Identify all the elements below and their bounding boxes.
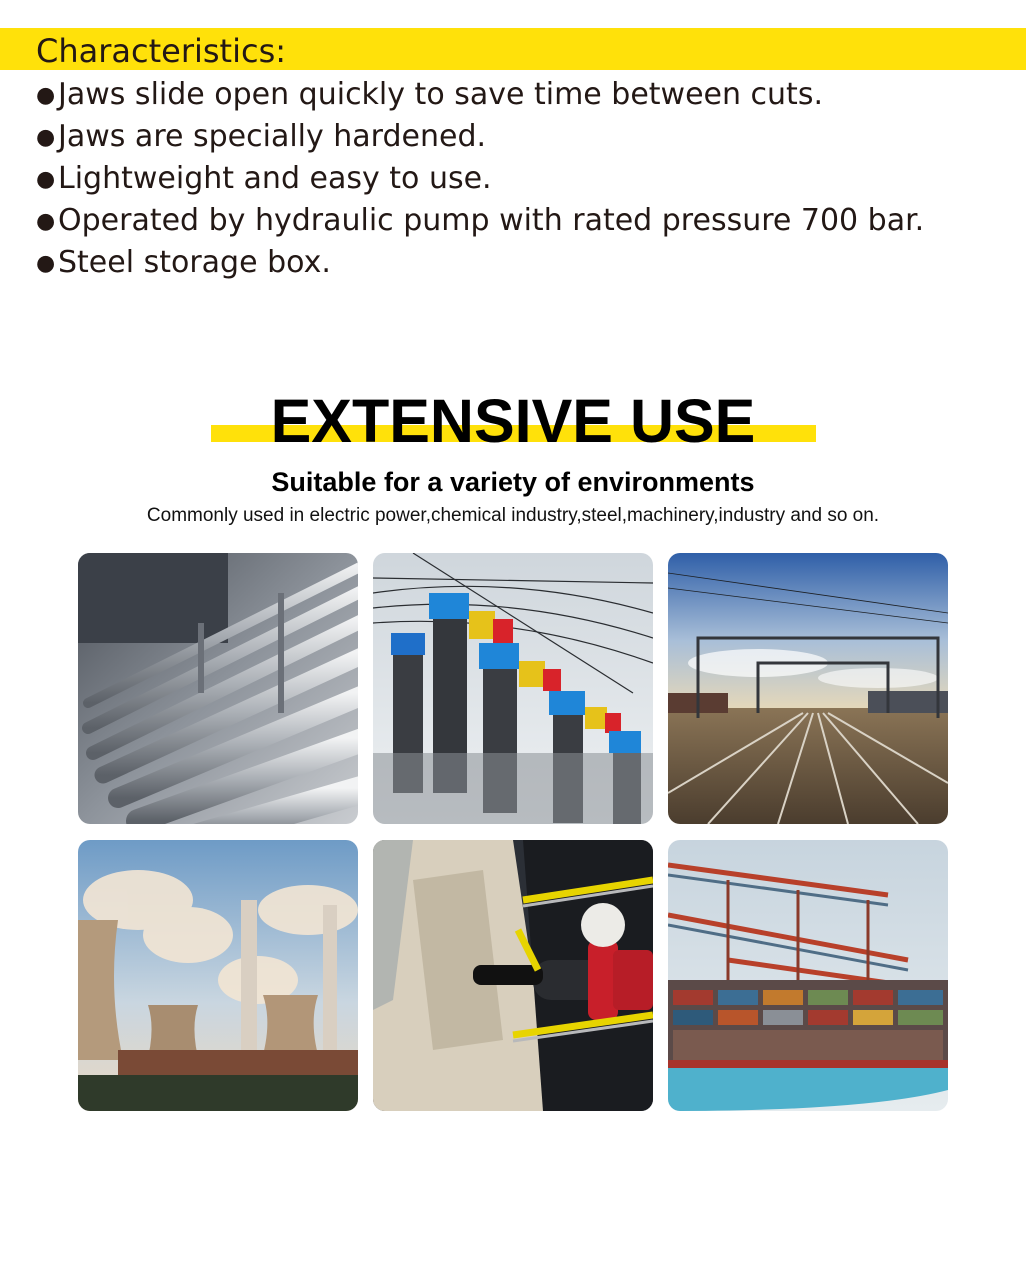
rescue-cutter-firefighter-photo — [373, 840, 653, 1111]
feature-text: Steel storage box. — [58, 245, 331, 280]
characteristics-title: Characteristics: — [36, 32, 287, 70]
feature-item — [36, 116, 924, 158]
bullet-icon: ● — [36, 251, 56, 276]
feature-text: Lightweight and easy to use. — [58, 161, 492, 196]
bullet-icon: ● — [36, 83, 56, 108]
feature-text: Jaws are specially hardened. — [58, 119, 487, 154]
railway-tracks-image — [668, 553, 948, 824]
feature-item — [36, 74, 924, 116]
steel-pipes-image — [78, 553, 358, 824]
railway-tracks-photo — [668, 553, 948, 824]
extensive-use-title: EXTENSIVE USE — [270, 387, 756, 455]
feature-text: Operated by hydraulic pump with rated pressure 700 bar. — [58, 203, 925, 238]
rescue-cutter-image — [373, 840, 653, 1111]
electrical-insulators-photo — [373, 553, 653, 824]
bullet-icon: ● — [36, 125, 56, 150]
feature-item — [36, 200, 924, 242]
steel-pipes-photo — [78, 553, 358, 824]
feature-item — [36, 158, 924, 200]
power-plant-cooling-towers-photo — [78, 840, 358, 1111]
feature-text: Jaws slide open quickly to save time between cuts. — [58, 77, 823, 112]
feature-item — [36, 242, 924, 284]
feature-list — [36, 74, 924, 284]
container-port-image — [668, 840, 948, 1111]
electrical-insulators-image — [373, 553, 653, 824]
extensive-use-subtitle: Suitable for a variety of environments — [271, 467, 755, 497]
bullet-icon: ● — [36, 167, 56, 192]
extensive-use-description: Commonly used in electric power,chemical industry,steel,machinery,industry and so on. — [146, 505, 880, 526]
bullet-icon: ● — [36, 209, 56, 234]
power-plant-image — [78, 840, 358, 1111]
container-port-cranes-photo — [668, 840, 948, 1111]
